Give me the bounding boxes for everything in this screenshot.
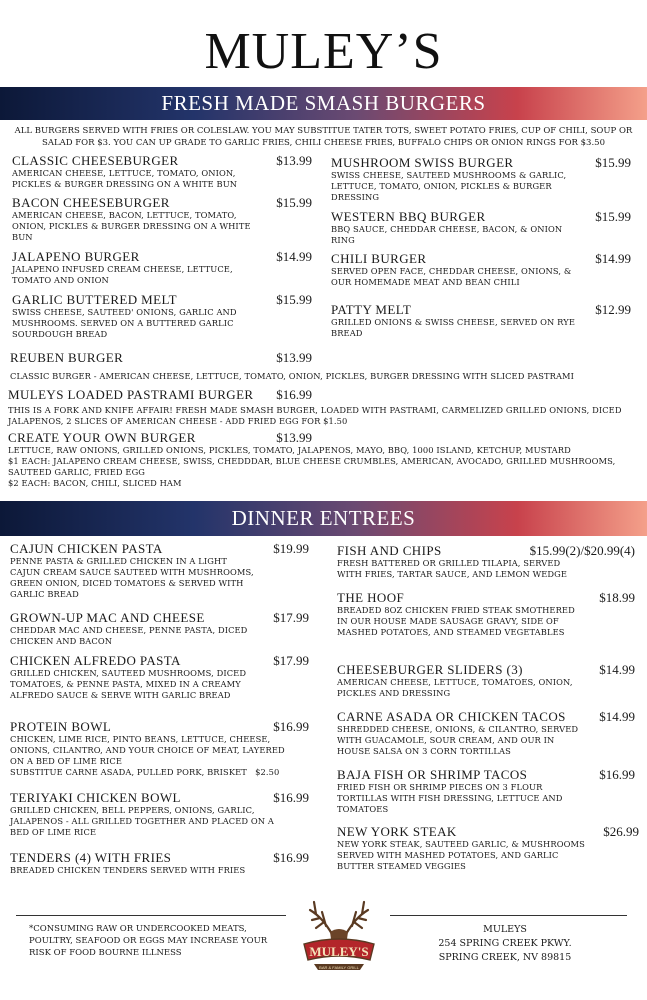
item-description: JALAPENOS, 2 SLICES OF AMERICAN CHEESE - ADD FRIED EGG FOR $1.50 [8,416,348,426]
item-price: $14.99 [599,709,635,724]
item-description: PENNE PASTA & GRILLED CHICKEN IN A LIGHT CAJUN CREAM SAUCE SAUTEED WITH MUSHROOMS, GREEN ONION, DICED TOMATOES & SERVED WITH GARLIC BREAD [10,556,254,599]
item-name: FISH AND CHIPS [337,543,442,558]
item-name: MUSHROOM SWISS BURGER [331,155,514,170]
item-description: BBQ SAUCE, CHEDDAR CHEESE, BACON, & ONION RING [331,224,563,245]
item-description: $2 EACH: BACON, CHILI, SLICED HAM [8,478,182,488]
item-price: $16.99 [599,767,635,782]
item-price: $15.99(2)/$20.99(4) [529,543,635,558]
item-name: TENDERS (4) WITH FRIES [10,850,172,865]
address-city: SPRING CREEK, NV 89815 [438,952,572,963]
food-safety-disclaimer: *CONSUMING RAW OR UNDERCOOKED MEATS, POULTRY, SEAFOOD OR EGGS MAY INCREASE YOUR RISK OF FOOD BOURNE ILLNESS [29,924,268,958]
item-price: $15.99 [595,209,631,224]
item-name: JALAPENO BURGER [12,249,140,264]
item-name: TERIYAKI CHICKEN BOWL [10,790,181,805]
restaurant-title: MULEY’S [204,23,443,80]
section-banner-burgers [0,87,647,120]
burgers-intro: ALL BURGERS SERVED WITH FRIES OR COLESLAW. YOU MAY SUBSTITUE TATER TOTS, SWEET POTATO FRIES, CUP OF CHILI, SOUP OR SALAD FOR $3. YOU CAN UP GRADE TO GARLIC FRIES, CHILI CHEESE FRIES, BUFFALO CHIPS OR ONION RINGS FOR $3.50 [14,126,633,148]
menu-item [8,430,616,489]
menu-item [12,153,312,190]
item-price: $13.99 [276,153,312,168]
item-description: NEW YORK STEAK, SAUTEED GARLIC, & MUSHROOMS SERVED WITH MASHED POTATOES, AND GARLIC BUTTER STEAMED VEGGIES [337,839,585,871]
menu-item [12,195,312,243]
address-name: MULEYS [483,924,527,935]
menu-item [337,590,635,638]
menu-item [8,387,622,427]
item-name: GROWN-UP MAC AND CHEESE [10,610,205,625]
menu-item [337,543,635,580]
item-description: FRESH BATTERED OR GRILLED TILAPIA, SERVED WITH FRIES, TARTAR SAUCE, AND LEMON WEDGE [337,558,568,579]
item-description: CHEDDAR MAC AND CHEESE, PENNE PASTA, DICED CHICKEN AND BACON [10,625,248,646]
item-description: SHREDDED CHEESE, ONIONS, & CILANTRO, SERVED WITH GUACAMOLE, SOUR CREAM, AND OUR IN HOUSE SALSA ON 3 CORN TORTILLAS [337,724,579,756]
item-description: CHICKEN, LIME RICE, PINTO BEANS, LETTUCE, CHEESE, ONIONS, CILANTRO, AND YOUR CHOICE OF MEAT, LAYERED ON A BED OF LIME RICE [10,734,285,766]
address-street: 254 SPRING CREEK PKWY. [438,938,572,949]
item-description: BREADED 8OZ CHICKEN FRIED STEAK SMOTHERED IN OUR HOUSE MADE SAUSAGE GRAVY, SIDE OF MASHED POTATOES, AND STEAMED VEGETABLES [337,605,575,637]
footer-divider-left [16,915,286,916]
item-price: $16.99 [273,719,309,734]
item-name: NEW YORK STEAK [337,824,457,839]
menu-item [337,767,635,815]
item-name: CHEESEBURGER SLIDERS (3) [337,662,523,677]
item-name: REUBEN BURGER [10,350,124,365]
menu-item [337,662,635,699]
menu-item [331,302,631,339]
item-name: BACON CHEESEBURGER [12,195,170,210]
logo-subtitle: BAR & FAMILY GRILL [319,965,359,970]
item-price: $18.99 [599,590,635,605]
menu-item [337,824,639,872]
item-description: CLASSIC BURGER - AMERICAN CHEESE, LETTUCE, TOMATO, ONION, PICKLES, BURGER DRESSING WITH SLICED PASTRAMI [10,371,575,381]
item-price: $16.99 [273,850,309,865]
item-name: BAJA FISH OR SHRIMP TACOS [337,767,528,782]
item-extra: SUBSTITUE CARNE ASADA, PULLED PORK, BRISKET $2.50 [10,767,280,777]
item-name: CARNE ASADA OR CHICKEN TACOS [337,709,566,724]
menu-item [10,719,309,778]
restaurant-logo [296,888,382,988]
item-price: $16.99 [276,387,312,402]
menu-item [10,541,309,600]
menu-item [10,350,575,382]
item-price: $15.99 [276,195,312,210]
item-price: $15.99 [595,155,631,170]
item-price: $26.99 [603,824,639,839]
section-banner-dinner [0,501,647,536]
item-description: THIS IS A FORK AND KNIFE AFFAIR! FRESH MADE SMASH BURGER, LOADED WITH PASTRAMI, CARMELIZED GRILLED ONIONS, DICED [8,405,622,415]
item-description: $1 EACH: JALAPENO CREAM CHEESE, SWISS, CHEDDDAR, BLUE CHEESE CRUMBLES, AMERICAN, AVOCADO, GRILLED MUSHROOMS, [8,456,616,466]
menu-item [10,653,309,701]
item-price: $14.99 [276,249,312,264]
menu-item [12,249,312,286]
item-price: $15.99 [276,292,312,307]
item-price: $17.99 [273,610,309,625]
item-price: $13.99 [276,430,312,445]
item-name: PATTY MELT [331,302,412,317]
item-price: $14.99 [595,251,631,266]
elk-antlers-icon [296,888,382,988]
item-name: MULEYS LOADED PASTRAMI BURGER [8,387,254,402]
section-heading-burgers: FRESH MADE SMASH BURGERS [161,91,486,115]
item-description: AMERICAN CHEESE, LETTUCE, TOMATO, ONION, PICKLES & BURGER DRESSING ON A WHITE BUN [12,168,238,189]
menu-item [337,709,635,757]
item-description: SWISS CHEESE, SAUTEED' ONIONS, GARLIC AND MUSHROOMS. SERVED ON A BUTTERED GARLIC SOURDOUGH BREAD [12,307,237,339]
item-name: CREATE YOUR OWN BURGER [8,430,196,445]
restaurant-address [430,923,580,965]
section-heading-dinner: DINNER ENTREES [231,506,416,530]
item-price: $13.99 [276,350,312,365]
menu-item [331,209,631,246]
item-description: FRIED FISH OR SHRIMP PIECES ON 3 FLOUR TORTILLAS WITH FISH DRESSING, LETTUCE AND TOMATOES [337,782,563,814]
item-description: SERVED OPEN FACE, CHEDDAR CHEESE, ONIONS, & OUR HOMEMADE MEAT AND BEAN CHILI [331,266,572,287]
item-description: SWISS CHEESE, SAUTEED MUSHROOMS & GARLIC, LETTUCE, TOMATO, ONION, PICKLES & BURGER DRESSING [331,170,567,202]
item-name: WESTERN BBQ BURGER [331,209,486,224]
menu-item [331,155,631,203]
footer-divider-right [390,915,627,916]
item-name: CHICKEN ALFREDO PASTA [10,653,181,668]
menu-item [10,850,309,876]
item-price: $16.99 [273,790,309,805]
item-price: $14.99 [599,662,635,677]
item-name: CAJUN CHICKEN PASTA [10,541,163,556]
menu-item [12,292,312,340]
menu-item [10,610,309,647]
item-price: $19.99 [273,541,309,556]
logo-wordmark: MULEY'S [309,944,369,959]
item-description: GRILLED CHICKEN, BELL PEPPERS, ONIONS, GARLIC, JALAPENOS - ALL GRILLED TOGETHER AND PLACED ON A BED OF LIME RICE [10,805,274,837]
item-description: BREADED CHICKEN TENDERS SERVED WITH FRIES [10,865,246,875]
item-name: THE HOOF [337,590,405,605]
item-description: LETTUCE, RAW ONIONS, GRILLED ONIONS, PICKLES, TOMATO, JALAPENOS, MAYO, BBQ, 1000 ISLAND, KETCHUP, MUSTARD [8,445,571,455]
menu-item [331,251,631,288]
item-price: $17.99 [273,653,309,668]
item-description: AMERICAN CHEESE, LETTUCE, TOMATOES, ONION, PICKLES AND DRESSING [337,677,573,698]
item-name: PROTEIN BOWL [10,719,112,734]
item-description: JALAPENO INFUSED CREAM CHEESE, LETTUCE, TOMATO AND ONION [12,264,233,285]
menu-item [10,790,309,838]
item-description: SAUTEED GARLIC, FRIED EGG [8,467,146,477]
item-name: GARLIC BUTTERED MELT [12,292,177,307]
item-description: GRILLED CHICKEN, SAUTEED MUSHROOMS, DICED TOMATOES, & PENNE PASTA, MIXED IN A CREAMY ALFREDO SAUCE & SERVE WITH GARLIC BREAD [10,668,247,700]
item-name: CHILI BURGER [331,251,427,266]
item-description: GRILLED ONIONS & SWISS CHEESE, SERVED ON RYE BREAD [331,317,575,338]
item-description: AMERICAN CHEESE, BACON, LETTUCE, TOMATO, ONION, PICKLES & BURGER DRESSING ON A WHITE BUN [12,210,251,242]
item-price: $12.99 [595,302,631,317]
item-name: CLASSIC CHEESEBURGER [12,153,179,168]
